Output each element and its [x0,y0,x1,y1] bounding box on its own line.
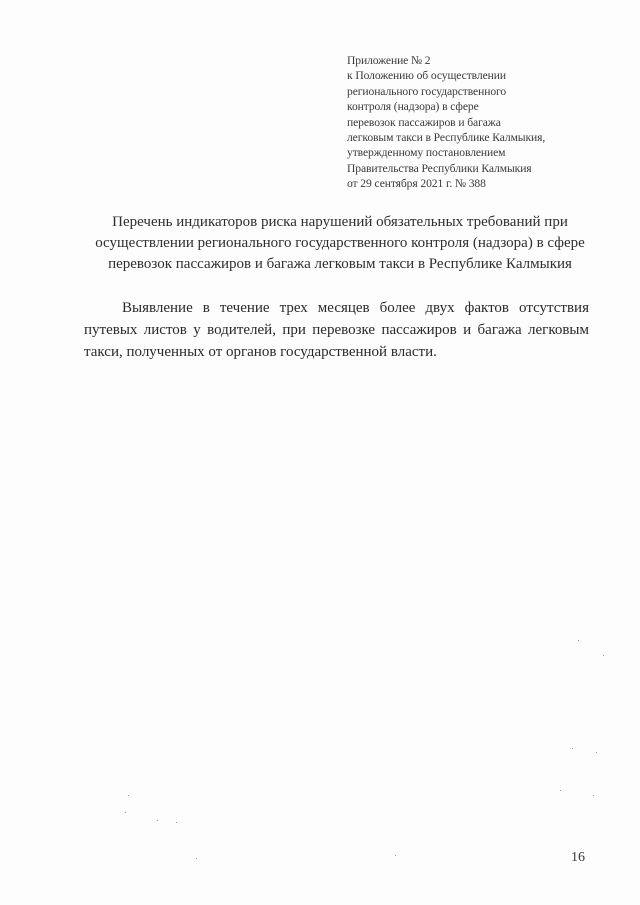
scan-speck [596,752,597,753]
paragraph-line: Выявление в течение трех месяцев более двух фактов отсутствия [122,300,589,316]
scan-speck [196,858,197,859]
scan-speck [603,655,604,656]
page-number: 16 [571,850,585,865]
title-line: перевозок пассажиров и багажа легковым такси в Республике Калмыкия [108,256,572,272]
scan-speck [572,748,573,749]
appendix-header [347,53,627,192]
scan-speck [395,855,396,856]
appendix-line: утвержденному постановлением [347,146,506,160]
paragraph-line: путевых листов у водителей, при перевозке пассажиров и багажа легковым [84,322,589,338]
risk-indicator-paragraph [84,297,589,363]
scan-speck [593,795,594,796]
scan-speck [128,795,129,796]
scan-speck [176,822,177,823]
appendix-line: к Положению об осуществлении [347,69,506,83]
appendix-line: легковым такси в Республике Калмыкия, [347,131,546,145]
appendix-line: Правительства Республики Калмыкия [347,161,532,175]
title-line: Перечень индикаторов риска нарушений обязательных требований при [112,214,568,230]
document-title [50,212,630,275]
appendix-line: Приложение № 2 [347,54,431,67]
scan-speck [560,790,561,791]
scan-speck [125,812,126,813]
title-line: осуществлении регионального государственного контроля (надзора) в сфере [95,235,585,251]
paragraph-line: такси, полученных от органов государственной власти. [84,344,437,360]
appendix-line: регионального государственного [347,84,507,98]
scan-speck [157,820,158,821]
appendix-line: перевозок пассажиров и багажа [347,115,501,129]
scan-speck [578,640,579,641]
appendix-line: от 29 сентября 2021 г. № 388 [347,177,486,191]
appendix-line: контроля (надзора) в сфере [347,100,479,114]
